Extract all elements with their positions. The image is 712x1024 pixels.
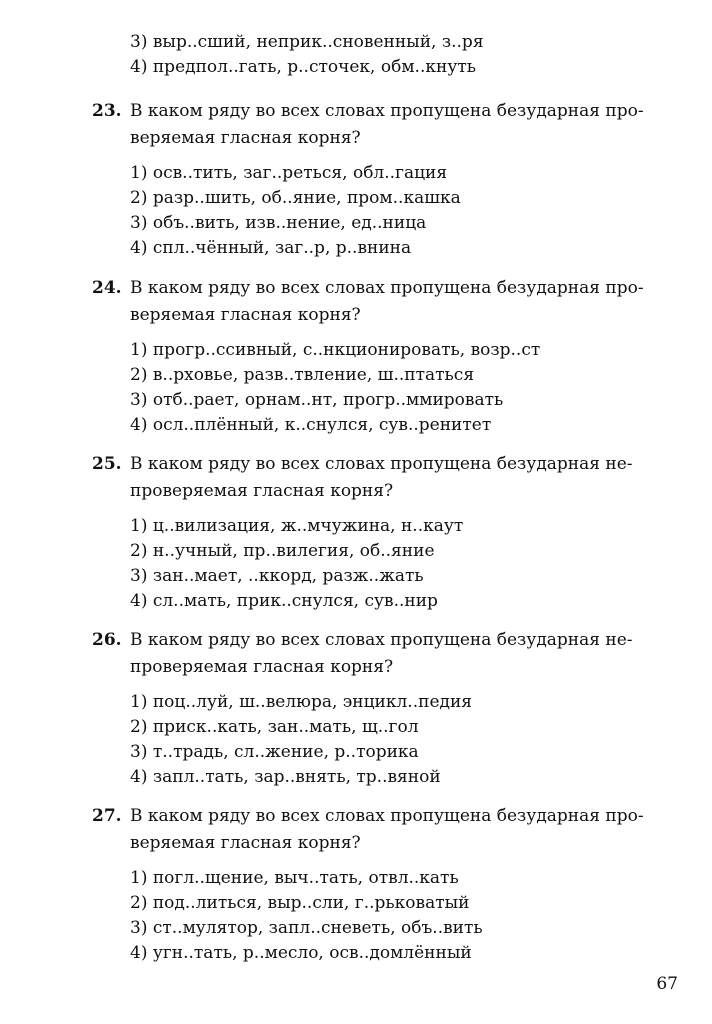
stem-line: В каком ряду во всех словах пропущена безударная не-	[130, 630, 633, 650]
options-list	[92, 338, 682, 438]
question-number: 23.	[92, 101, 122, 121]
option: 3) зан..мает, ..ккорд, разж..жать	[130, 566, 424, 586]
option: 1) осв..тить, заг..реться, обл..гация	[130, 163, 448, 183]
stem-line: веряемая гласная корня?	[130, 128, 361, 148]
options-list	[92, 690, 682, 790]
option: 2) в..рховье, разв..твление, ш..птаться	[130, 365, 475, 385]
options-list	[92, 866, 682, 966]
option: 2) под..литься, выр..сли, г..рьковатый	[130, 893, 470, 913]
question-stem	[92, 275, 682, 329]
stem-line: проверяемая гласная корня?	[130, 481, 394, 501]
option: 2) н..учный, пр..вилегия, об..яние	[130, 541, 435, 561]
question-number: 27.	[92, 806, 122, 826]
question-stem	[92, 451, 682, 505]
option: 3) ст..мулятор, запл..сневеть, объ..вить	[130, 918, 483, 938]
option: 4) запл..тать, зар..внять, тр..вяной	[130, 767, 441, 787]
question-stem	[92, 803, 682, 857]
question-27	[92, 803, 682, 966]
option: 3) отб..рает, орнам..нт, прогр..ммировать	[130, 390, 504, 410]
option: 4) сл..мать, прик..снулся, сув..нир	[130, 591, 438, 611]
option: 4) осл..плённый, к..снулся, сув..ренитет	[130, 415, 492, 435]
option: 4) предпол..гать, р..сточек, обм..кнуть	[130, 57, 476, 77]
question-number: 24.	[92, 278, 122, 298]
question-23	[92, 98, 682, 261]
stem-line: В каком ряду во всех словах пропущена безударная не-	[130, 454, 633, 474]
stem-line: В каком ряду во всех словах пропущена безударная про-	[130, 806, 644, 826]
question-24	[92, 275, 682, 438]
stem-line: проверяемая гласная корня?	[130, 657, 394, 677]
question-stem	[92, 98, 682, 152]
option: 1) погл..щение, выч..тать, отвл..кать	[130, 868, 459, 888]
question-number: 26.	[92, 630, 122, 650]
stem-line: веряемая гласная корня?	[130, 305, 361, 325]
option: 2) приск..кать, зан..мать, щ..гол	[130, 717, 419, 737]
question-26	[92, 627, 682, 790]
option: 4) спл..чённый, заг..р, р..внина	[130, 238, 412, 258]
question-number: 25.	[92, 454, 122, 474]
stem-line: веряемая гласная корня?	[130, 833, 361, 853]
option: 3) т..традь, сл..жение, р..торика	[130, 742, 419, 762]
option: 4) угн..тать, р..месло, осв..домлённый	[130, 943, 472, 963]
stem-line: В каком ряду во всех словах пропущена безударная про-	[130, 278, 644, 298]
option: 1) поц..луй, ш..велюра, энцикл..педия	[130, 692, 473, 712]
option: 3) объ..вить, изв..нение, ед..ница	[130, 213, 427, 233]
continued-options	[130, 30, 484, 80]
options-list	[92, 514, 682, 614]
option: 3) выр..сший, неприк..сновенный, з..ря	[130, 32, 484, 52]
option: 1) прогр..ссивный, с..нкционировать, возр..ст	[130, 340, 541, 360]
question-stem	[92, 627, 682, 681]
stem-line: В каком ряду во всех словах пропущена безударная про-	[130, 101, 644, 121]
option: 1) ц..вилизация, ж..мчужина, н..каут	[130, 516, 464, 536]
question-25	[92, 451, 682, 614]
page-number: 67	[656, 974, 678, 994]
option: 2) разр..шить, об..яние, пром..кашка	[130, 188, 461, 208]
options-list	[92, 161, 682, 261]
